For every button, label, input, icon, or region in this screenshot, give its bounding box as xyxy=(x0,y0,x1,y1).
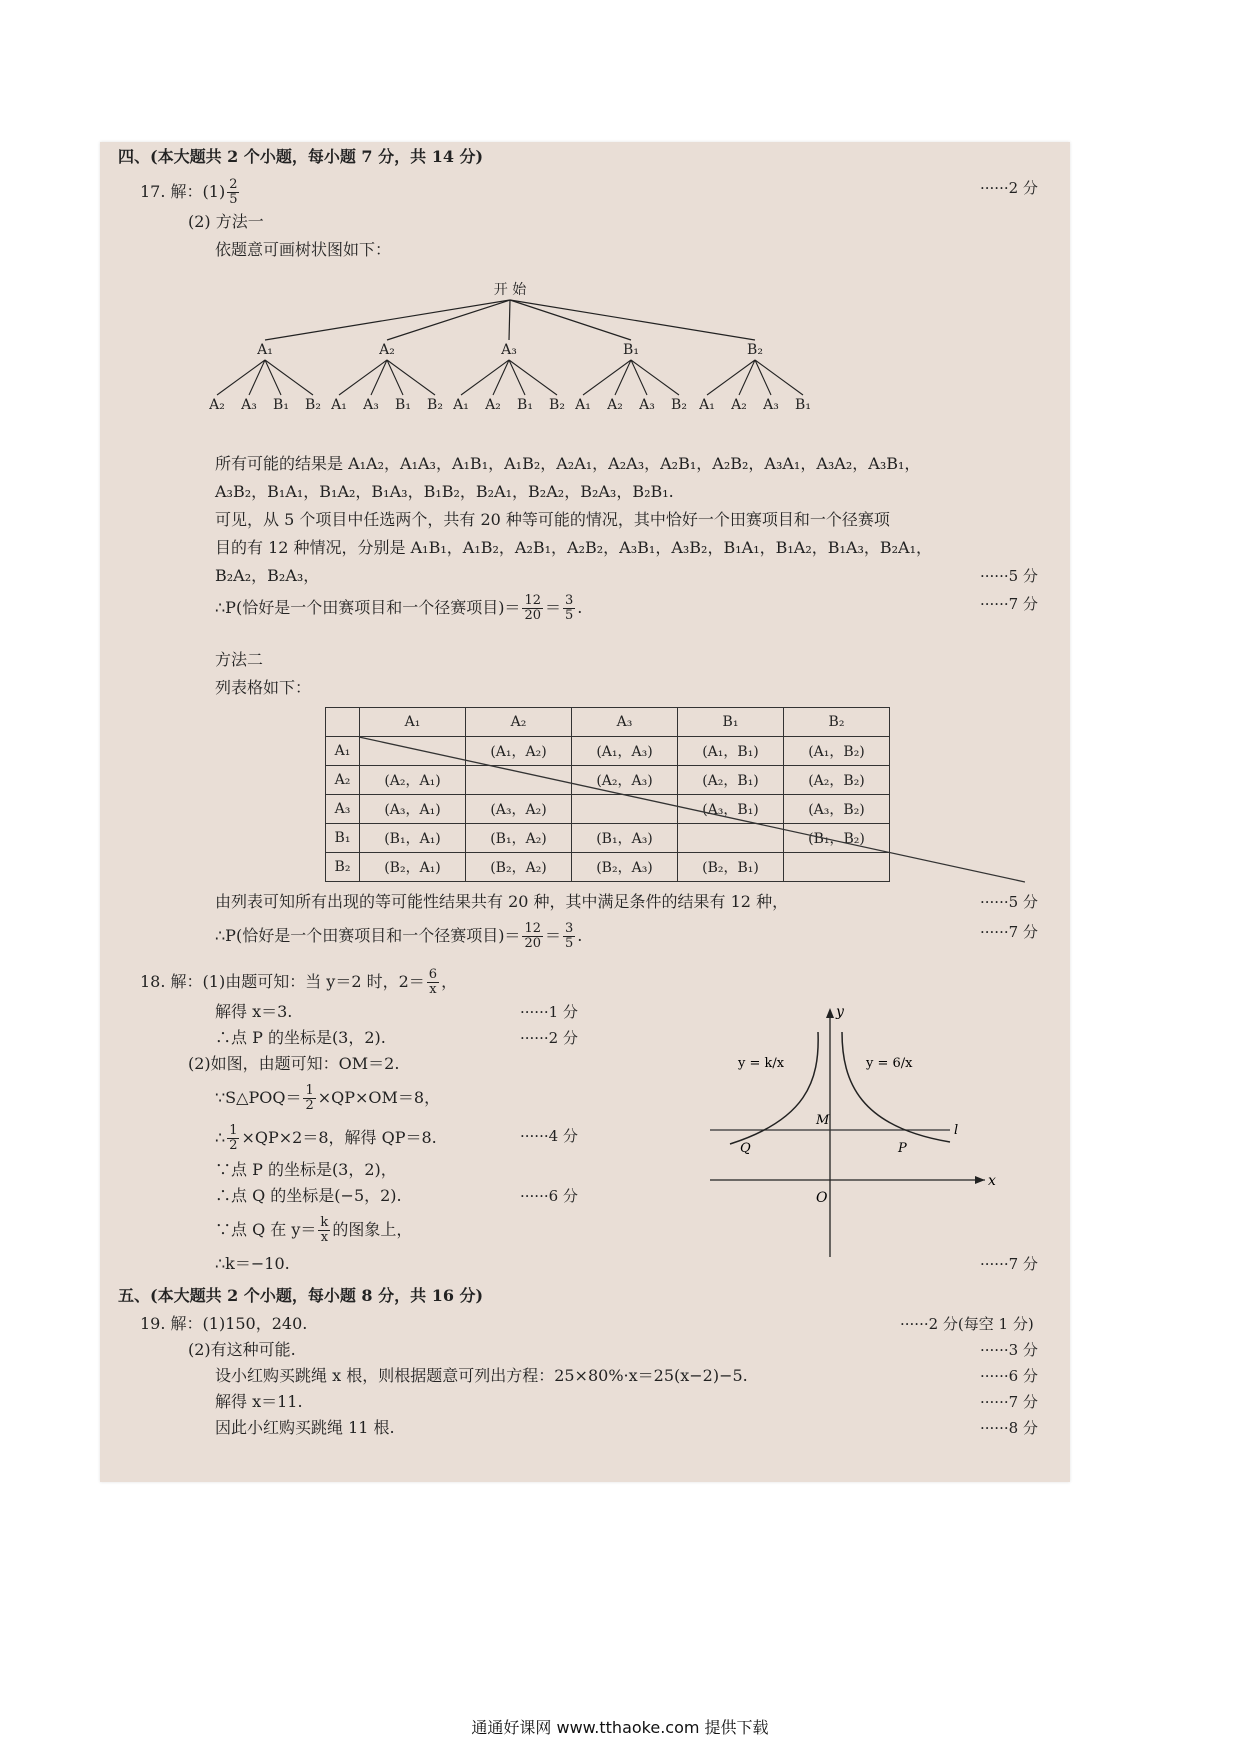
tree-leaf: A₂ xyxy=(731,397,747,413)
q18-line-4: (2)如图，由题可知：OM＝2. xyxy=(188,1054,400,1073)
tree-branch xyxy=(509,360,557,395)
function-graph xyxy=(670,1002,1030,1272)
table-diagonal xyxy=(325,707,1025,887)
curve-left-label: y = k/x xyxy=(738,1056,785,1071)
q18-line-7: ∵点 P 的坐标是(3，2)， xyxy=(215,1160,397,1179)
point-m-label: M xyxy=(816,1113,830,1128)
tree-root: 开 始 xyxy=(493,282,527,298)
tree-branch xyxy=(217,360,265,395)
tree-node: A₃ xyxy=(501,342,517,358)
col-header: A₃ xyxy=(572,708,678,737)
table-cell: (B₂，B₁) xyxy=(678,853,784,882)
tree-leaf: B₂ xyxy=(305,397,321,413)
tree-branch xyxy=(387,360,435,395)
row-header: A₂ xyxy=(326,766,360,795)
tree-node: A₂ xyxy=(379,342,395,358)
q17-part1: 17. 解：(1) $\frac{2}{5}$ xyxy=(140,177,238,207)
table-cell: (A₃，A₂) xyxy=(466,795,572,824)
score-marker: ······5 分 xyxy=(980,567,1038,585)
table-cell: (A₁，A₃) xyxy=(572,737,678,766)
table-cell: (A₁，B₁) xyxy=(678,737,784,766)
tree-leaf: B₁ xyxy=(795,397,811,413)
tree-leaf: A₂ xyxy=(209,397,225,413)
tree-branch xyxy=(583,360,631,395)
outcomes-line-1: 所有可能的结果是 A₁A₂，A₁A₃，A₁B₁，A₁B₂，A₂A₁，A₂A₃，A₂B₁，A₂B₂，A₃A₁，A₃A₂，A₃B₁， xyxy=(215,454,921,473)
q19-line-5: 因此小红购买跳绳 11 根. xyxy=(215,1418,395,1437)
tree-intro: 依题意可画树状图如下： xyxy=(215,240,392,259)
tree-node: A₁ xyxy=(257,342,273,358)
table-cell: (A₂，A₁) xyxy=(360,766,466,795)
q18-line-2: 解得 x＝3. xyxy=(215,1002,293,1021)
q18-line-3: ∴点 P 的坐标是(3，2). xyxy=(215,1028,386,1047)
col-header: B₁ xyxy=(678,708,784,737)
point-p-label: P xyxy=(898,1141,907,1156)
table-cell: (B₁，A₃) xyxy=(572,824,678,853)
table-cell: (A₁，B₂) xyxy=(784,737,890,766)
tree-leaf: B₁ xyxy=(395,397,411,413)
score-marker: ······6 分 xyxy=(980,1367,1038,1385)
x-axis-label: x xyxy=(988,1173,996,1189)
tree-leaf: A₂ xyxy=(485,397,501,413)
tree-branch xyxy=(265,300,510,340)
curve-6-over-x xyxy=(842,1032,950,1142)
score-marker: ······7 分 xyxy=(980,595,1038,613)
tree-leaf: A₃ xyxy=(241,397,257,413)
tree-node: B₁ xyxy=(623,342,639,358)
q19-line-2: (2)有这种可能. xyxy=(188,1340,296,1359)
curve-right-label: y = 6/x xyxy=(866,1056,913,1071)
score-marker: ······6 分 xyxy=(520,1187,578,1205)
x-axis-arrow xyxy=(975,1176,985,1184)
tree-branch xyxy=(707,360,755,395)
score-marker: ······7 分 xyxy=(980,1393,1038,1411)
tree-diagram xyxy=(209,282,1015,462)
q18-line-1: 18. 解：(1)由题可知：当 y＝2 时，2＝ $\frac{6}{x}$ ， xyxy=(140,967,458,997)
y-axis-label: y xyxy=(836,1004,844,1020)
answer-sheet xyxy=(100,142,1070,1482)
tree-branch xyxy=(510,300,755,340)
tree-branch xyxy=(755,360,803,395)
table-cell: (B₁，B₂) xyxy=(784,824,890,853)
table-conclusion: 由列表可知所有出现的等可能性结果共有 20 种，其中满足条件的结果有 12 种， xyxy=(215,892,789,911)
score-marker: ······3 分 xyxy=(980,1341,1038,1359)
score-marker: ······5 分 xyxy=(980,893,1038,911)
table-cell: (B₂，A₃) xyxy=(572,853,678,882)
score-marker: ······7 分 xyxy=(980,923,1038,941)
table-cell: (A₃，A₁) xyxy=(360,795,466,824)
col-header: A₂ xyxy=(466,708,572,737)
tree-leaf: A₃ xyxy=(363,397,379,413)
explain-line-1: 可见，从 5 个项目中任选两个，共有 20 种等可能的情况，其中恰好一个田赛项目和一个径赛项 xyxy=(215,510,890,529)
tree-branch xyxy=(631,360,679,395)
q19-line-3: 设小红购买跳绳 x 根，则根据题意可列出方程：25×80%·x＝25(x−2)−5. xyxy=(215,1366,748,1385)
tree-leaf: A₃ xyxy=(763,397,779,413)
section-4-heading: 四、(本大题共 2 个小题，每小题 7 分，共 14 分) xyxy=(118,147,484,166)
score-marker: ······1 分 xyxy=(520,1003,578,1021)
q18-line-10: ∴k＝−10. xyxy=(215,1254,290,1273)
score-marker: ······8 分 xyxy=(980,1419,1038,1437)
tree-leaf: B₂ xyxy=(549,397,565,413)
origin-label: O xyxy=(816,1190,828,1206)
method-two-label: 方法二 xyxy=(215,650,264,669)
tree-leaf: A₁ xyxy=(453,397,469,413)
outcomes-line-2: A₃B₂，B₁A₁，B₁A₂，B₁A₃，B₁B₂，B₂A₁，B₂A₂，B₂A₃，B₂B₁. xyxy=(215,482,674,501)
q19-line-1: 19. 解：(1)150，240. xyxy=(140,1314,308,1333)
tree-leaf: A₁ xyxy=(699,397,715,413)
table-cell: (B₁，A₂) xyxy=(466,824,572,853)
table-intro: 列表格如下： xyxy=(215,678,312,697)
point-q-label: Q xyxy=(740,1141,751,1156)
q18-line-6: ∴ $\frac{1}{2}$ ×QP×2＝8，解得 QP＝8. xyxy=(215,1123,437,1153)
table-cell: (A₂，B₁) xyxy=(678,766,784,795)
tree-branch xyxy=(461,360,509,395)
tree-leaf: B₁ xyxy=(517,397,533,413)
score-marker: ······2 分 xyxy=(980,179,1038,197)
curve-k-over-x xyxy=(730,1032,818,1144)
table-cell: (B₂，A₂) xyxy=(466,853,572,882)
score-marker: ······2 分 xyxy=(520,1029,578,1047)
q18-line-9: ∵点 Q 在 y＝ $\frac{k}{x}$ 的图象上， xyxy=(215,1215,413,1245)
table-cell: (B₂，A₁) xyxy=(360,853,466,882)
col-header: A₁ xyxy=(360,708,466,737)
col-header: B₂ xyxy=(784,708,890,737)
q18-line-5: ∵S△POQ＝ $\frac{1}{2}$ ×QP×OM＝8， xyxy=(215,1083,441,1113)
method-one-label: (2) 方法一 xyxy=(188,212,264,231)
probability-method-1: ∴P(恰好是一个田赛项目和一个径赛项目)＝ $\frac{12}{20}$ ＝ $\frac{3}{5}$ . xyxy=(215,593,583,623)
tree-leaf: B₂ xyxy=(427,397,443,413)
tree-leaf: B₂ xyxy=(671,397,687,413)
tree-branch xyxy=(509,300,510,340)
tree-branch xyxy=(387,300,510,340)
tree-leaf: A₁ xyxy=(575,397,591,413)
tree-lines xyxy=(215,282,1015,462)
row-header: B₁ xyxy=(326,824,360,853)
fraction: $\frac{2}{5}$ xyxy=(229,177,238,207)
y-axis-arrow xyxy=(826,1008,834,1018)
tree-leaf: B₁ xyxy=(273,397,289,413)
table-cell: (A₂，B₂) xyxy=(784,766,890,795)
explain-line-2: 目的有 12 种情况，分别是 A₁B₁，A₁B₂，A₂B₁，A₂B₂，A₃B₁，A₃B₂，B₁A₁，B₁A₂，B₁A₃，B₂A₁， xyxy=(215,538,933,557)
tree-branch xyxy=(265,360,313,395)
explain-line-3: B₂A₂，B₂A₃， xyxy=(215,566,320,585)
score-marker: ······7 分 xyxy=(980,1255,1038,1273)
table-cell: (A₃，B₁) xyxy=(678,795,784,824)
section-5-heading: 五、(本大题共 2 个小题，每小题 8 分，共 16 分) xyxy=(118,1286,484,1305)
tree-leaf: A₃ xyxy=(639,397,655,413)
probability-method-2: ∴P(恰好是一个田赛项目和一个径赛项目)＝ $\frac{12}{20}$ ＝ $\frac{3}{5}$ . xyxy=(215,921,583,951)
line-l-label: l xyxy=(954,1123,959,1138)
footer-credit: 通通好课网 www.tthaoke.com 提供下载 xyxy=(471,1718,769,1737)
score-marker: ······2 分(每空 1 分) xyxy=(900,1315,1034,1333)
tree-leaf: A₁ xyxy=(331,397,347,413)
q19-line-4: 解得 x＝11. xyxy=(215,1392,303,1411)
table-cell: (A₁，A₂) xyxy=(466,737,572,766)
table-cell: (B₁，A₁) xyxy=(360,824,466,853)
row-header: A₁ xyxy=(326,737,360,766)
table-cell: (A₃，B₂) xyxy=(784,795,890,824)
score-marker: ······4 分 xyxy=(520,1127,578,1145)
tree-node: B₂ xyxy=(747,342,763,358)
q18-line-8: ∴点 Q 的坐标是(−5，2). xyxy=(215,1186,402,1205)
row-header: A₃ xyxy=(326,795,360,824)
tree-leaf: A₂ xyxy=(607,397,623,413)
row-header: B₂ xyxy=(326,853,360,882)
table-cell: (A₂，A₃) xyxy=(572,766,678,795)
tree-branch xyxy=(510,300,631,340)
tree-branch xyxy=(339,360,387,395)
